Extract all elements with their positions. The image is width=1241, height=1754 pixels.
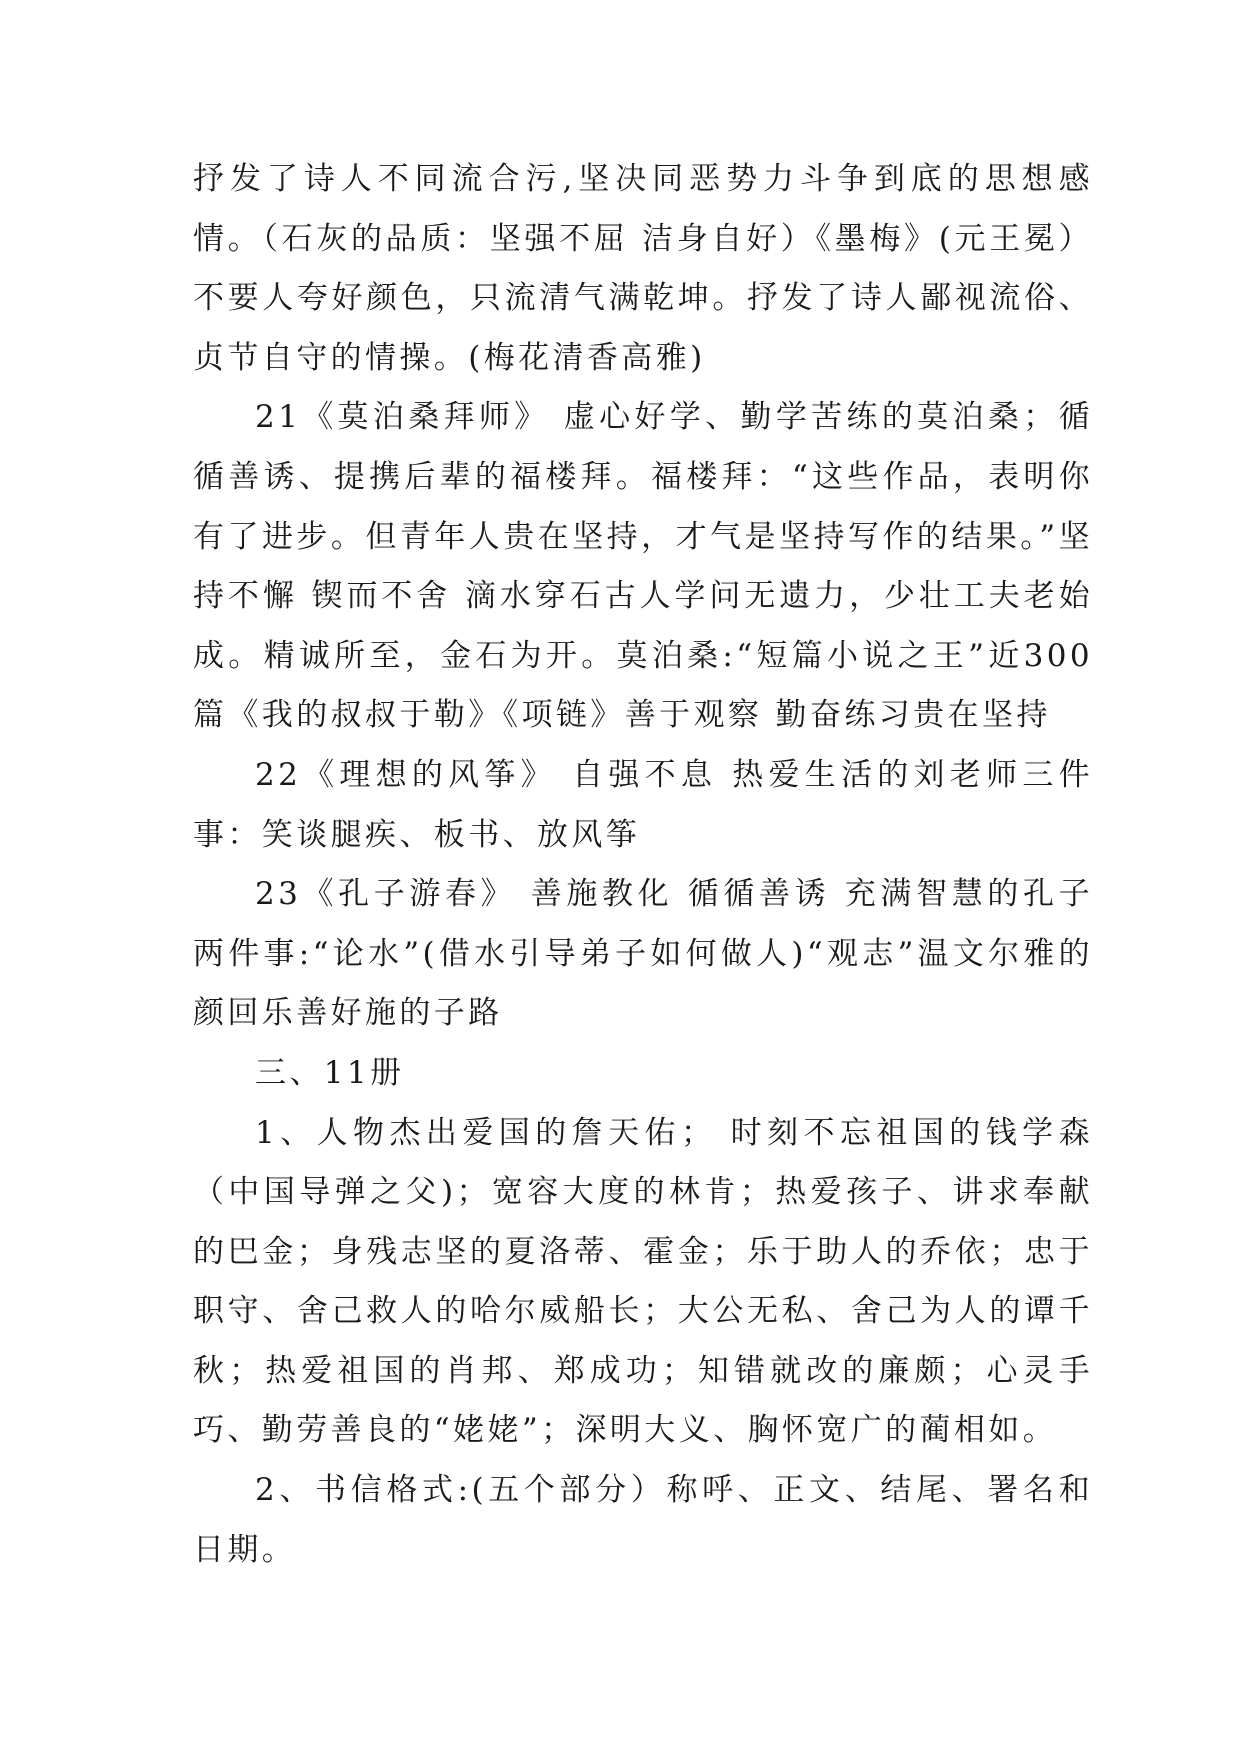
- paragraph-23-confucius: 23《孔子游春》 善施教化 循循善诱 充满智慧的孔子两件事:“论水”(借水引导弟子如何做人)“观志”温文尔雅的颜回乐善好施的子路: [193, 876, 1093, 1032]
- paragraph-22-kite: 22《理想的风筝》 自强不息 热爱生活的刘老师三件事：笑谈腿疾、板书、放风筝: [193, 756, 1093, 853]
- paragraph-21-maupassant: 21《莫泊桑拜师》 虚心好学、勤学苦练的莫泊桑；循循善诱、提携后辈的福楼拜。福楼拜：“这些作品，表明你有了进步。但青年人贵在坚持，才气是坚持写作的结果。”坚持不懈 锲而不舍 滴水穿石古人学问无遗力，少壮工夫老始成。精诚所至，金石为开。莫泊桑:“短篇小说之王”近300篇《我的叔叔于勒》《项链》善于观察 勤奋练习贵在坚持: [193, 399, 1093, 734]
- document-body: [193, 150, 1093, 1580]
- paragraph-poem-notes: 抒发了诗人不同流合污,坚决同恶势力斗争到底的思想感情。（石灰的品质：坚强不屈 洁身自好）《墨梅》(元王冕）不要人夸好颜色，只流清气满乾坤。抒发了诗人鄙视流俗、贞节自守的情操。(梅花清香高雅): [193, 161, 1093, 376]
- paragraph-1-characters: 1、人物杰出爱国的詹天佑； 时刻不忘祖国的钱学森（中国导弹之父)；宽容大度的林肯；热爱孩子、讲求奉献的巴金；身残志坚的夏洛蒂、霍金；乐于助人的乔依；忠于职守、舍己救人的哈尔威船长；大公无私、舍己为人的谭千秋；热爱祖国的肖邦、郑成功；知错就改的廉颇；心灵手巧、勤劳善良的“姥姥”；深明大义、胸怀宽广的蔺相如。: [193, 1114, 1093, 1449]
- section-heading-volume-11: 三、11册: [255, 1054, 405, 1091]
- paragraph-2-letter-format: 2、书信格式:(五个部分）称呼、正文、结尾、署名和日期。: [193, 1472, 1093, 1568]
